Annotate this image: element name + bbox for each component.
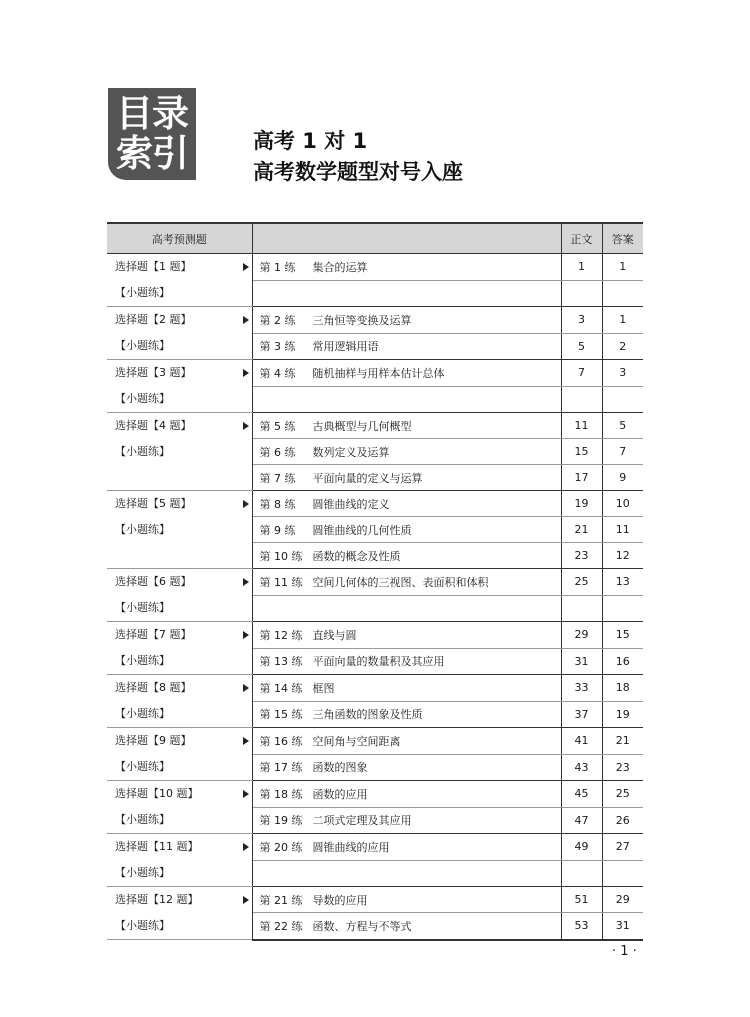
answer-page-cell: 23 [602,754,643,781]
exercise-topic: 空间角与空间距离 [312,734,401,748]
exercise-topic: 函数的图象 [312,761,368,775]
question-text: 选择题【10 题】 [115,787,199,800]
exercise-cell[interactable] [252,887,561,913]
triangle-right-icon [243,422,249,430]
toc-badge [108,88,196,180]
page-cell: 5 [561,333,602,360]
toc-table [107,222,643,941]
page-cell: 17 [561,465,602,491]
question-cell [107,491,252,569]
answer-page-cell: 2 [602,333,643,360]
exercise-topic: 导数的应用 [312,893,368,907]
exercise-cell[interactable] [252,728,561,755]
exercise-topic: 框图 [312,681,335,695]
answer-page-cell: 5 [602,413,643,439]
question-label [107,413,252,439]
page-cell: 3 [561,307,602,334]
exercise-cell[interactable] [252,701,561,728]
exercise-cell-empty [252,280,561,307]
triangle-right-icon [243,684,249,692]
exercise-topic: 三角恒等变换及运算 [312,313,412,327]
exercise-topic: 圆锥曲线的几何性质 [312,523,412,537]
page-title [253,126,463,188]
exercise-topic: 集合的运算 [312,260,368,274]
practice-label: 【小题练】 [115,601,170,614]
question-label [107,887,252,913]
exercise-topic: 直线与圆 [312,628,357,642]
question-label [107,622,252,648]
exercise-topic: 函数的应用 [312,787,368,801]
question-label [107,728,252,754]
answer-page-cell: 27 [602,834,643,861]
question-cell [107,307,252,360]
page-cell-empty [561,386,602,413]
page-cell: 11 [561,413,602,439]
triangle-right-icon [243,316,249,324]
exercise-number: 第 17 练 [259,761,303,775]
triangle-right-icon [243,790,249,798]
table-row [107,728,643,755]
badge-line-1: 目录 [116,92,188,135]
triangle-right-icon [243,263,249,271]
answer-page-cell: 21 [602,728,643,755]
triangle-right-icon [243,843,249,851]
exercise-cell-empty [252,386,561,413]
exercise-topic: 二项式定理及其应用 [312,814,412,828]
page-cell: 1 [561,254,602,281]
question-label [107,307,252,333]
question-text: 选择题【5 题】 [115,497,192,510]
title-line-1: 高考 1 对 1 [253,129,368,153]
answer-page-cell: 29 [602,887,643,913]
answer-page-cell: 3 [602,360,643,387]
triangle-right-icon [243,737,249,745]
answer-page-cell: 31 [602,913,643,940]
exercise-number: 第 21 练 [259,893,303,907]
question-cell [107,360,252,413]
header-answer: 答案 [602,223,643,254]
practice-label: 【小题练】 [115,339,170,352]
exercise-number: 第 7 练 [259,471,296,485]
question-text: 选择题【9 题】 [115,734,192,747]
exercise-topic: 函数、方程与不等式 [312,919,412,933]
practice-label: 【小题练】 [115,523,170,536]
exercise-cell[interactable] [252,648,561,675]
question-text: 选择题【6 题】 [115,575,192,588]
exercise-cell[interactable] [252,517,561,543]
practice-label: 【小题练】 [115,654,170,667]
exercise-number: 第 11 练 [259,575,303,589]
question-cell [107,781,252,834]
answer-page-cell: 25 [602,781,643,808]
table-row [107,887,643,913]
triangle-right-icon [243,500,249,508]
answer-page-cell-empty [602,386,643,413]
exercise-topic: 函数的概念及性质 [312,549,401,563]
question-label [107,781,252,807]
answer-page-cell: 15 [602,622,643,649]
answer-page-cell-empty [602,280,643,307]
question-text: 选择题【8 题】 [115,681,192,694]
page-cell: 23 [561,543,602,569]
exercise-cell[interactable] [252,807,561,834]
exercise-number: 第 10 练 [259,549,303,563]
exercise-cell[interactable] [252,333,561,360]
answer-page-cell: 16 [602,648,643,675]
question-cell [107,887,252,940]
question-text: 选择题【11 题】 [115,840,199,853]
question-text: 选择题【2 题】 [115,313,192,326]
page-cell: 31 [561,648,602,675]
exercise-number: 第 14 练 [259,681,303,695]
toc-body [107,254,643,940]
header-page: 正文 [561,223,602,254]
answer-page-cell: 19 [602,701,643,728]
exercise-number: 第 2 练 [259,313,296,327]
exercise-number: 第 20 练 [259,840,303,854]
page-cell: 47 [561,807,602,834]
exercise-number: 第 12 练 [259,628,303,642]
exercise-topic: 数列定义及运算 [312,445,390,459]
answer-page-cell: 11 [602,517,643,543]
page-cell: 33 [561,675,602,702]
exercise-topic: 圆锥曲线的定义 [312,497,390,511]
answer-page-cell: 10 [602,491,643,517]
practice-label: 【小题练】 [115,866,170,879]
exercise-cell[interactable] [252,675,561,702]
practice-label: 【小题练】 [115,445,170,458]
exercise-topic: 平面向量的定义与运算 [312,471,423,485]
exercise-topic: 平面向量的数量积及其应用 [312,655,445,669]
exercise-topic: 空间几何体的三视图、表面积和体积 [312,575,489,589]
header-question: 高考预测题 [107,223,252,254]
practice-label: 【小题练】 [115,392,170,405]
exercise-cell[interactable] [252,543,561,569]
exercise-number: 第 16 练 [259,734,303,748]
question-cell [107,569,252,622]
table-row [107,675,643,702]
table-row [107,254,643,281]
exercise-number: 第 4 练 [259,366,296,380]
exercise-topic: 古典概型与几何概型 [312,419,412,433]
exercise-number: 第 1 练 [259,260,296,274]
exercise-cell[interactable] [252,413,561,439]
page-cell: 19 [561,491,602,517]
exercise-cell-empty [252,860,561,887]
exercise-number: 第 6 练 [259,445,296,459]
exercise-number: 第 8 练 [259,497,296,511]
question-text: 选择题【4 题】 [115,419,192,432]
question-cell [107,622,252,675]
question-label [107,360,252,386]
title-line-2: 高考数学题型对号入座 [253,160,463,184]
question-cell [107,728,252,781]
triangle-right-icon [243,578,249,586]
exercise-number: 第 9 练 [259,523,296,537]
page-cell: 45 [561,781,602,808]
triangle-right-icon [243,631,249,639]
table-row [107,781,643,808]
answer-page-cell: 9 [602,465,643,491]
header-exercise [252,223,561,254]
practice-label: 【小题练】 [115,286,170,299]
exercise-cell[interactable] [252,913,561,940]
answer-page-cell: 13 [602,569,643,596]
question-label [107,254,252,280]
exercise-cell[interactable] [252,360,561,387]
answer-page-cell: 1 [602,307,643,334]
table-row [107,834,643,861]
page-number: · 1 · [612,944,637,959]
practice-label: 【小题练】 [115,707,170,720]
question-text: 选择题【12 题】 [115,893,199,906]
answer-page-cell: 7 [602,439,643,465]
exercise-number: 第 15 练 [259,708,303,722]
exercise-cell[interactable] [252,622,561,649]
triangle-right-icon [243,896,249,904]
exercise-cell[interactable] [252,491,561,517]
page-cell: 49 [561,834,602,861]
question-label [107,675,252,701]
page-cell: 29 [561,622,602,649]
practice-label: 【小题练】 [115,813,170,826]
question-text: 选择题【1 题】 [115,260,192,273]
exercise-topic: 常用逻辑用语 [312,340,379,354]
answer-page-cell: 1 [602,254,643,281]
practice-label: 【小题练】 [115,760,170,773]
exercise-number: 第 19 练 [259,814,303,828]
table-row [107,491,643,517]
page-cell: 43 [561,754,602,781]
exercise-topic: 随机抽样与用样本估计总体 [312,366,445,380]
table-row [107,413,643,439]
question-cell [107,254,252,307]
answer-page-cell-empty [602,595,643,622]
exercise-cell-empty [252,595,561,622]
table-row [107,360,643,387]
answer-page-cell: 26 [602,807,643,834]
exercise-cell[interactable] [252,439,561,465]
exercise-number: 第 3 练 [259,340,296,354]
exercise-number: 第 5 练 [259,419,296,433]
exercise-topic: 三角函数的图象及性质 [312,708,423,722]
exercise-cell[interactable] [252,834,561,861]
question-text: 选择题【3 题】 [115,366,192,379]
question-cell [107,834,252,887]
page-cell: 7 [561,360,602,387]
toc-header-row [107,223,643,254]
page-cell: 21 [561,517,602,543]
table-row [107,569,643,596]
page-cell-empty [561,860,602,887]
page-cell-empty [561,595,602,622]
exercise-cell[interactable] [252,465,561,491]
exercise-topic: 圆锥曲线的应用 [312,840,390,854]
question-label [107,491,252,517]
page-cell: 53 [561,913,602,940]
exercise-number: 第 13 练 [259,655,303,669]
question-label [107,569,252,595]
page-cell: 51 [561,887,602,913]
page-cell: 37 [561,701,602,728]
exercise-cell[interactable] [252,781,561,808]
question-text: 选择题【7 题】 [115,628,192,641]
exercise-number: 第 22 练 [259,919,303,933]
question-label [107,834,252,860]
question-cell [107,675,252,728]
page-cell: 15 [561,439,602,465]
triangle-right-icon [243,369,249,377]
answer-page-cell: 12 [602,543,643,569]
answer-page-cell-empty [602,860,643,887]
table-row [107,622,643,649]
exercise-cell[interactable] [252,307,561,334]
page-cell: 25 [561,569,602,596]
answer-page-cell: 18 [602,675,643,702]
exercise-cell[interactable] [252,754,561,781]
exercise-cell[interactable] [252,254,561,281]
table-row [107,307,643,334]
page-cell: 41 [561,728,602,755]
page-cell-empty [561,280,602,307]
exercise-cell[interactable] [252,569,561,596]
exercise-number: 第 18 练 [259,787,303,801]
badge-line-2: 索引 [116,132,188,175]
practice-label: 【小题练】 [115,919,170,932]
question-cell [107,413,252,491]
